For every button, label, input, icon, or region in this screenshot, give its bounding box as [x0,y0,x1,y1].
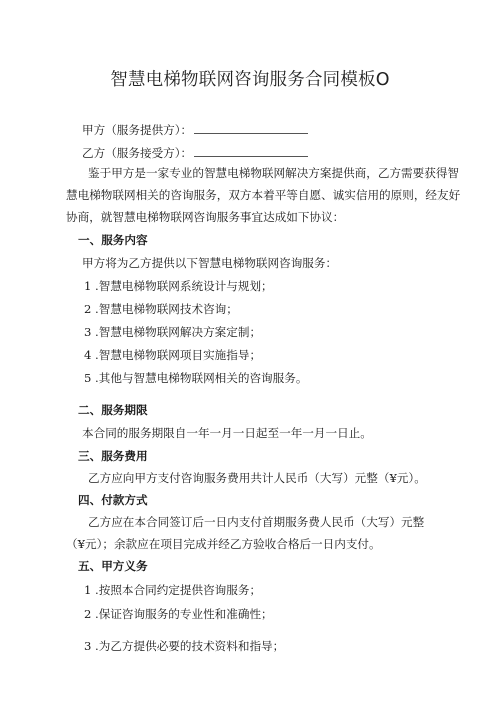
page-title: 智慧电梯物联网咨询服务合同模板O [110,70,390,90]
section-5-heading: 五、甲方义务 [78,559,148,573]
list-item: 5 .其他与智慧电梯物联网相关的咨询服务。 [84,371,308,385]
intro-line: 慧电梯物联网相关的咨询服务，双方本着平等自愿、诚实信用的原则，经友好 [66,188,461,202]
list-item: 4 .智慧电梯物联网项目实施指导； [84,348,262,362]
intro-line: 鉴于甲方是一家专业的智慧电梯物联网解决方案提供商，乙方需要获得智 [88,166,460,180]
list-item: 2 .保证咨询服务的专业性和准确性； [84,607,273,621]
party-a-blank [194,122,308,134]
party-b-line [82,145,308,161]
section-3-text: 乙方应向甲方支付咨询服务费用共计人民币（大写）元整（¥元）。 [88,471,426,485]
section-2-heading: 二、服务期限 [78,403,148,417]
section-1-heading: 一、服务内容 [78,233,148,247]
list-item: 2 .智慧电梯物联网技术咨询； [84,302,238,316]
list-item: 1 .按照本合同约定提供咨询服务； [84,583,262,597]
list-item: 3 .智慧电梯物联网解决方案定制； [84,325,262,339]
section-4-heading: 四、付款方式 [78,493,148,507]
party-b-blank [194,145,308,157]
section-4-text: （¥元）；余款应在项目完成并经乙方验收合格后一日内支付。 [66,537,381,551]
party-b-label: 乙方（服务接受方）： [82,146,193,160]
party-a-label: 甲方（服务提供方）： [82,123,193,137]
section-2-text: 本合同的服务期限自一年一月一日起至一年一月一日止。 [82,426,372,440]
section-1-lead: 甲方将为乙方提供以下智慧电梯物联网咨询服务： [82,256,338,270]
list-item: 1 .智慧电梯物联网系统设计与规划； [84,279,273,293]
list-item: 3 .为乙方提供必要的技术资料和指导； [84,639,285,653]
section-4-text: 乙方应在本合同签订后一日内支付首期服务费人民币（大写）元整 [88,515,425,529]
party-a-line [82,122,308,138]
intro-line: 协商，就智慧电梯物联网咨询服务事宜达成如下协议： [66,210,345,224]
section-3-heading: 三、服务费用 [78,449,148,463]
